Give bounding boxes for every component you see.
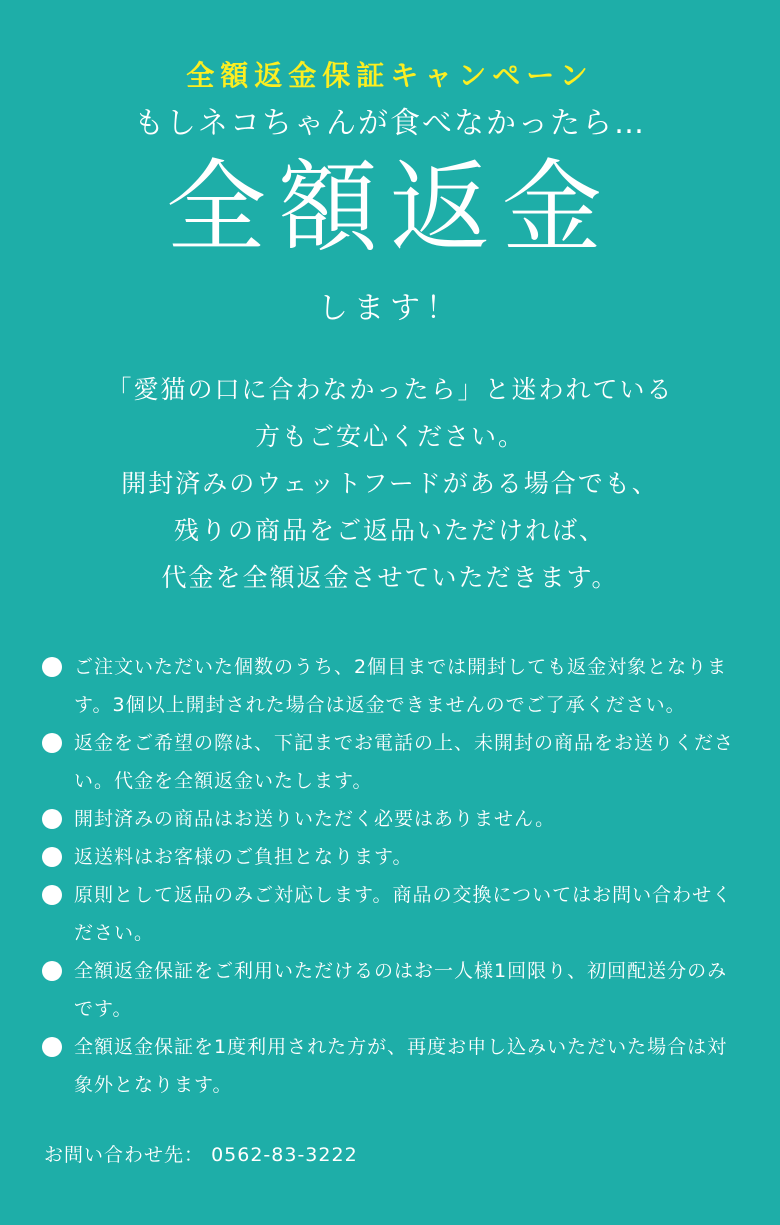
headline-tagline: します！ (318, 291, 462, 326)
condition-item (40, 952, 740, 1028)
condition-item (40, 876, 740, 952)
reassurance-message (0, 366, 780, 601)
contact-label: お問い合わせ先： (44, 1144, 205, 1166)
message-line: 残りの商品をご返品いただければ、 (173, 516, 606, 545)
contact-info (44, 1140, 358, 1170)
condition-text: 返金をご希望の際は、下記までお電話の上、未開封の商品をお送りください。代金を全額返金いたします。 (74, 732, 735, 792)
condition-text: 全額返金保証をご利用いただけるのはお一人様1回限り、初回配送分のみです。 (74, 960, 728, 1020)
condition-item (40, 800, 740, 838)
message-line: 開封済みのウェットフードがある場合でも、 (121, 469, 659, 498)
condition-text: 原則として返品のみご対応します。商品の交換についてはお問い合わせください。 (74, 884, 733, 944)
condition-text: ご注文いただいた個数のうち、2個目までは開封しても返金対象となります。3個以上開封された場合は返金できませんのでご了承ください。 (74, 656, 728, 716)
bullet-icon (42, 847, 62, 867)
message-line: 「愛猫の口に合わなかったら」と迷われている (106, 375, 674, 404)
bullet-icon (42, 961, 62, 981)
bullet-icon (42, 1037, 62, 1057)
bullet-icon (42, 733, 62, 753)
bullet-icon (42, 809, 62, 829)
headline: 全額返金 (166, 149, 614, 266)
condition-text: 返送料はお客様のご負担となります。 (74, 846, 413, 868)
subtitle: もしネコちゃんが食べなかったら… (134, 106, 646, 141)
contact-phone[interactable]: 0562-83-3222 (211, 1144, 358, 1166)
message-line: 方もご安心ください。 (254, 422, 525, 451)
condition-item (40, 648, 740, 724)
condition-item (40, 838, 740, 876)
bullet-icon (42, 885, 62, 905)
condition-item (40, 1028, 740, 1104)
message-line: 代金を全額返金させていただきます。 (161, 563, 619, 592)
bullet-icon (42, 657, 62, 677)
condition-text: 開封済みの商品はお送りいただく必要はありません。 (74, 808, 556, 830)
conditions-list (40, 648, 740, 1104)
condition-item (40, 724, 740, 800)
condition-text: 全額返金保証を1度利用された方が、再度お申し込みいただいた場合は対象外となります。 (74, 1036, 728, 1096)
campaign-title: 全額返金保証キャンペーン (186, 59, 594, 92)
